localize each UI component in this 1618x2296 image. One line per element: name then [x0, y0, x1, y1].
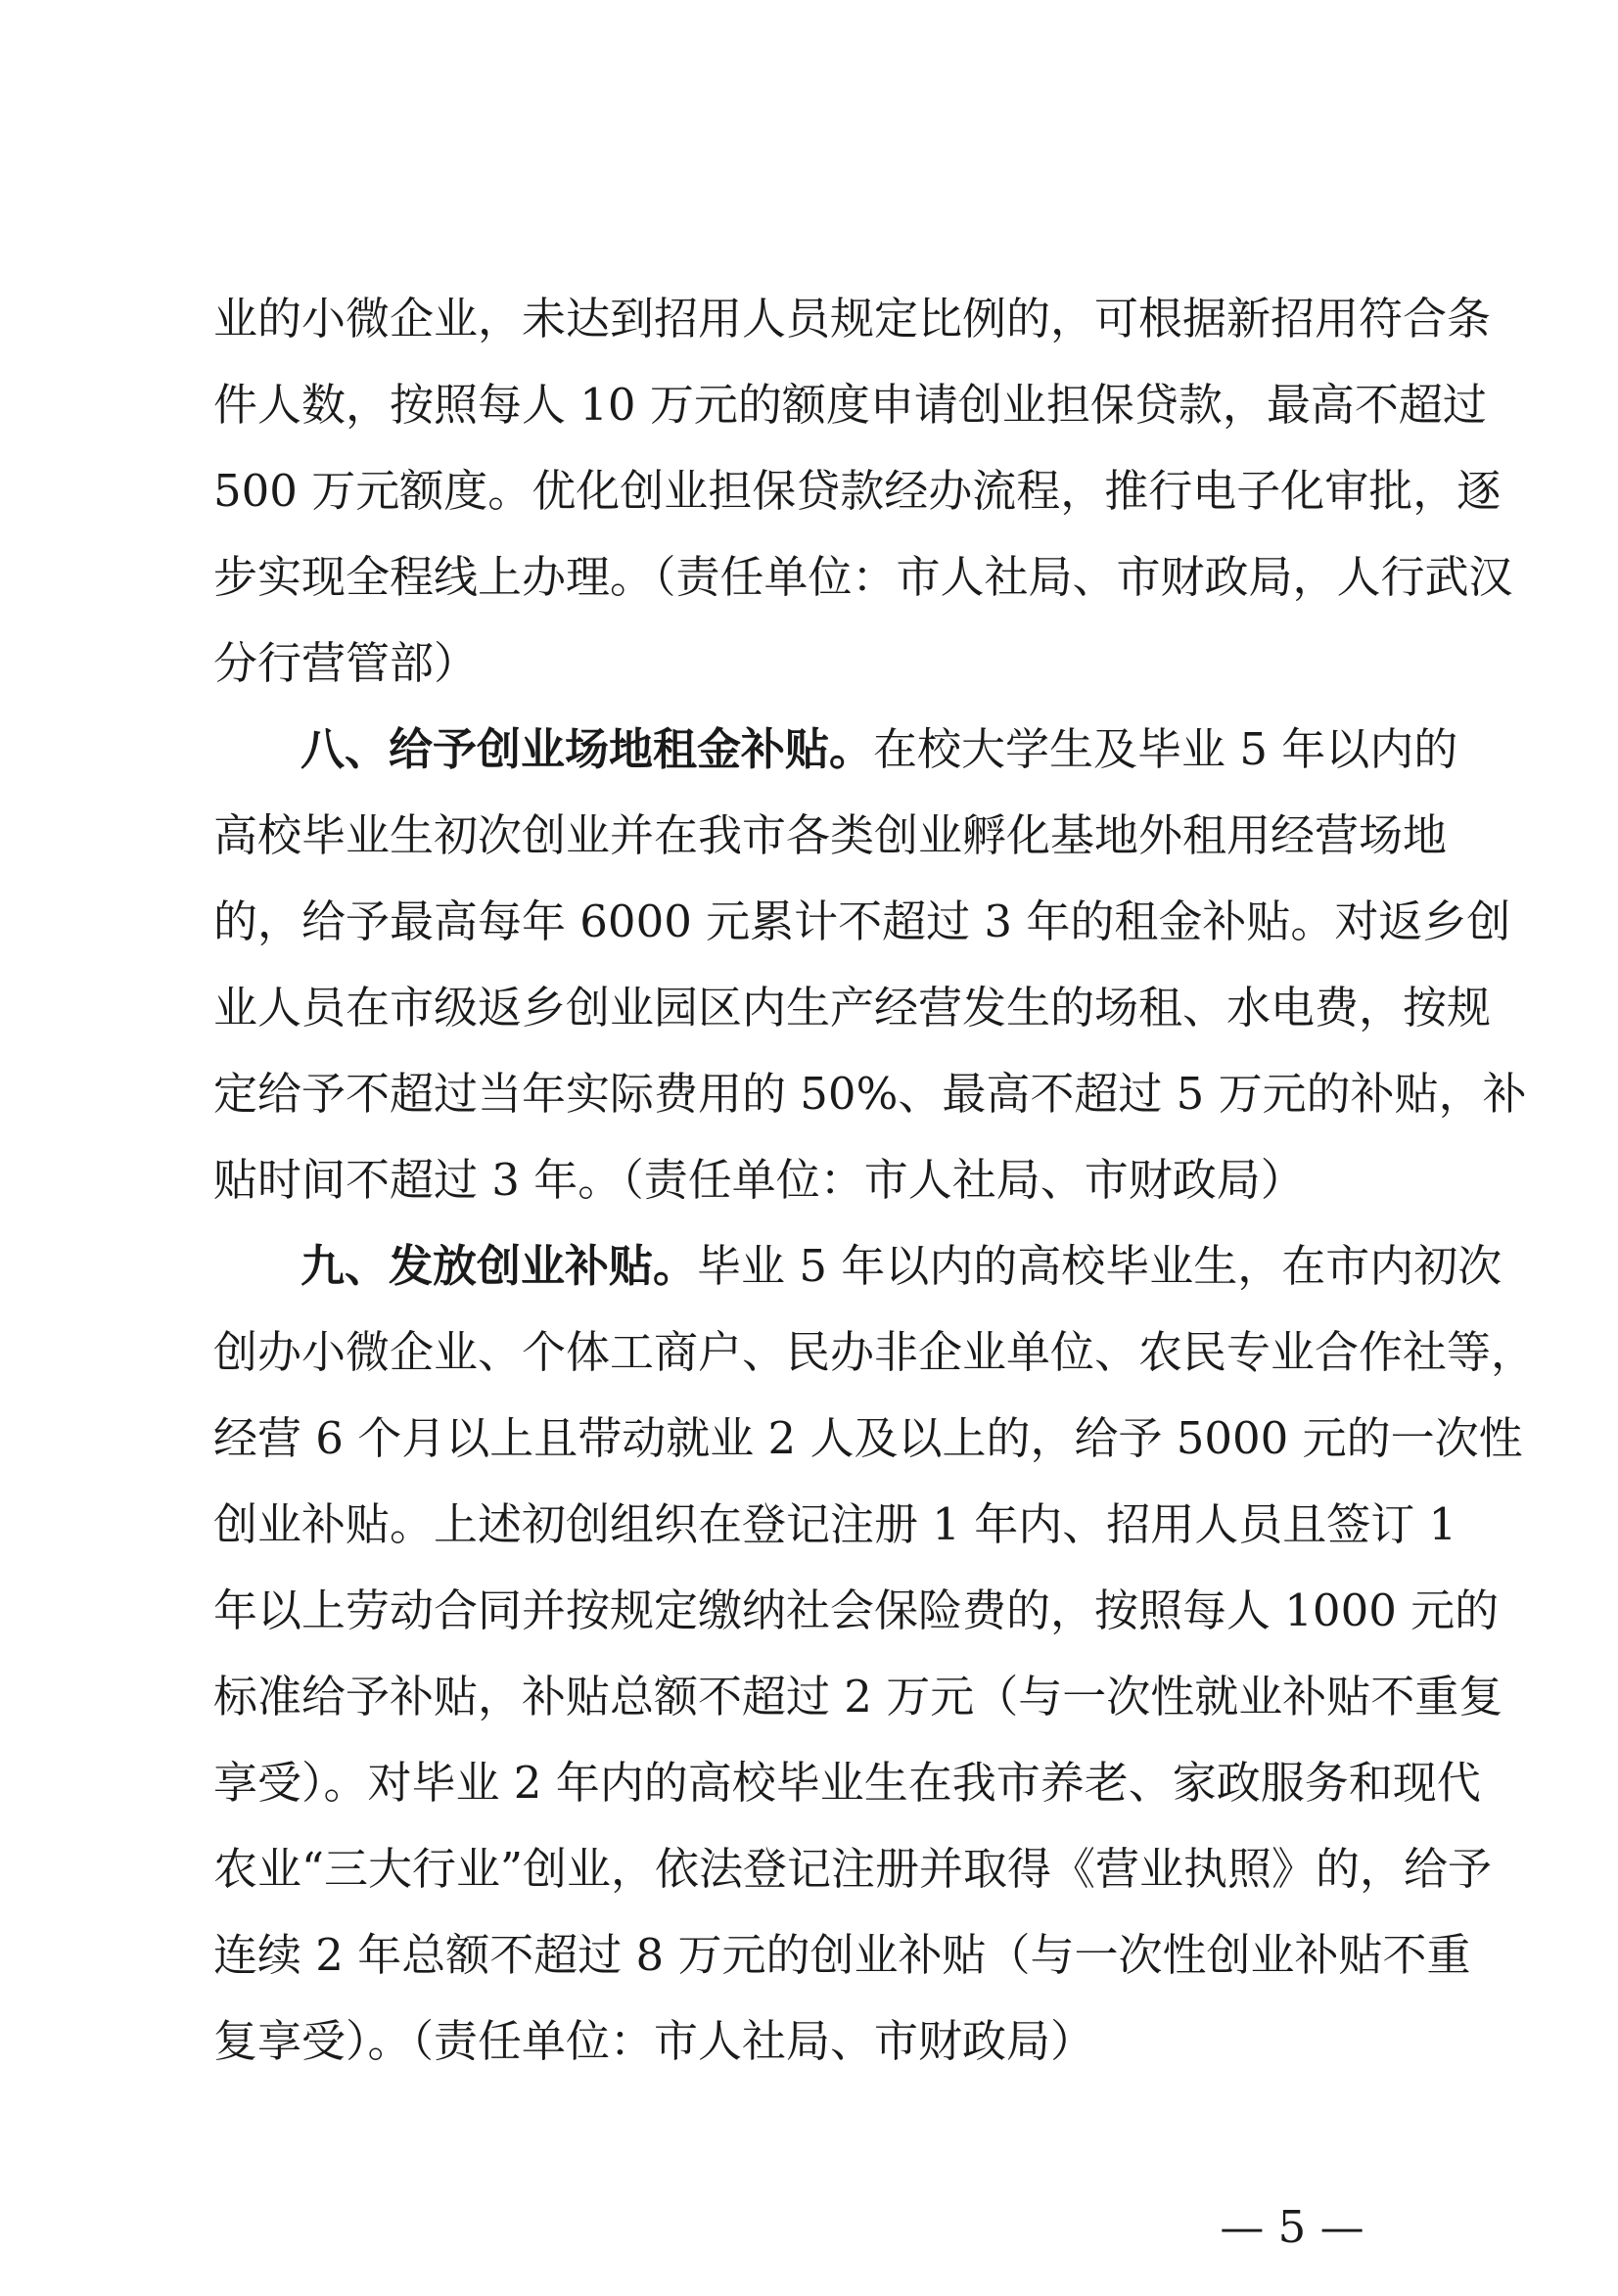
text-line: 经营 6 个月以上且带动就业 2 人及以上的，给予 5000 元的一次性 — [213, 1412, 1523, 1464]
text-line: 创业补贴。上述初创组织在登记注册 1 年内、招用人员且签订 1 — [213, 1498, 1457, 1550]
text-line: 步实现全程线上办理。（责任单位：市人社局、市财政局，人行武汉 — [213, 551, 1513, 603]
text-line: 件人数，按照每人 10 万元的额度申请创业担保贷款，最高不超过 — [213, 379, 1487, 431]
text-line: 500 万元额度。优化创业担保贷款经办流程，推行电子化审批，逐 — [213, 465, 1502, 517]
paragraph-first-line — [300, 722, 1458, 777]
text-line: 高校毕业生初次创业并在我市各类创业孵化基地外租用经营场地 — [213, 809, 1448, 861]
text-line: 的，给予最高每年 6000 元累计不超过 3 年的租金补贴。对返乡创 — [213, 895, 1511, 947]
text-line: 标准给予补贴，补贴总额不超过 2 万元（与一次性就业补贴不重复 — [213, 1671, 1503, 1722]
text-line: 贴时间不超过 3 年。（责任单位：市人社局、市财政局） — [213, 1154, 1305, 1206]
section-heading: 九、发放创业补贴。 — [300, 1240, 698, 1292]
page-number: — 5 — — [1220, 2201, 1364, 2253]
text-line: 连续 2 年总额不超过 8 万元的创业补贴（与一次性创业补贴不重 — [213, 1929, 1471, 1981]
text-line: 享受）。对毕业 2 年内的高校毕业生在我市养老、家政服务和现代 — [213, 1757, 1481, 1809]
section-heading: 八、给予创业场地租金补贴。 — [300, 723, 874, 775]
text-line: 分行营管部） — [213, 637, 479, 689]
text-line: 定给予不超过当年实际费用的 50%、最高不超过 5 万元的补贴，补 — [213, 1068, 1527, 1120]
text-line: 农业“三大行业”创业，依法登记注册并取得《营业执照》的，给予 — [213, 1843, 1493, 1895]
text-line: 复享受）。（责任单位：市人社局、市财政局） — [213, 2015, 1095, 2067]
text-line: 年以上劳动合同并按规定缴纳社会保险费的，按照每人 1000 元的 — [213, 1584, 1500, 1636]
text-run: 在校大学生及毕业 5 年以内的 — [873, 723, 1458, 775]
text-line: 业人员在市级返乡创业园区内生产经营发生的场租、水电费，按规 — [213, 982, 1492, 1033]
text-line: 业的小微企业，未达到招用人员规定比例的，可根据新招用符合条 — [213, 293, 1492, 344]
text-line: 创办小微企业、个体工商户、民办非企业单位、农民专业合作社等， — [213, 1326, 1536, 1378]
paragraph-first-line — [300, 1239, 1502, 1294]
text-run: 毕业 5 年以内的高校毕业生，在市内初次 — [697, 1240, 1502, 1292]
